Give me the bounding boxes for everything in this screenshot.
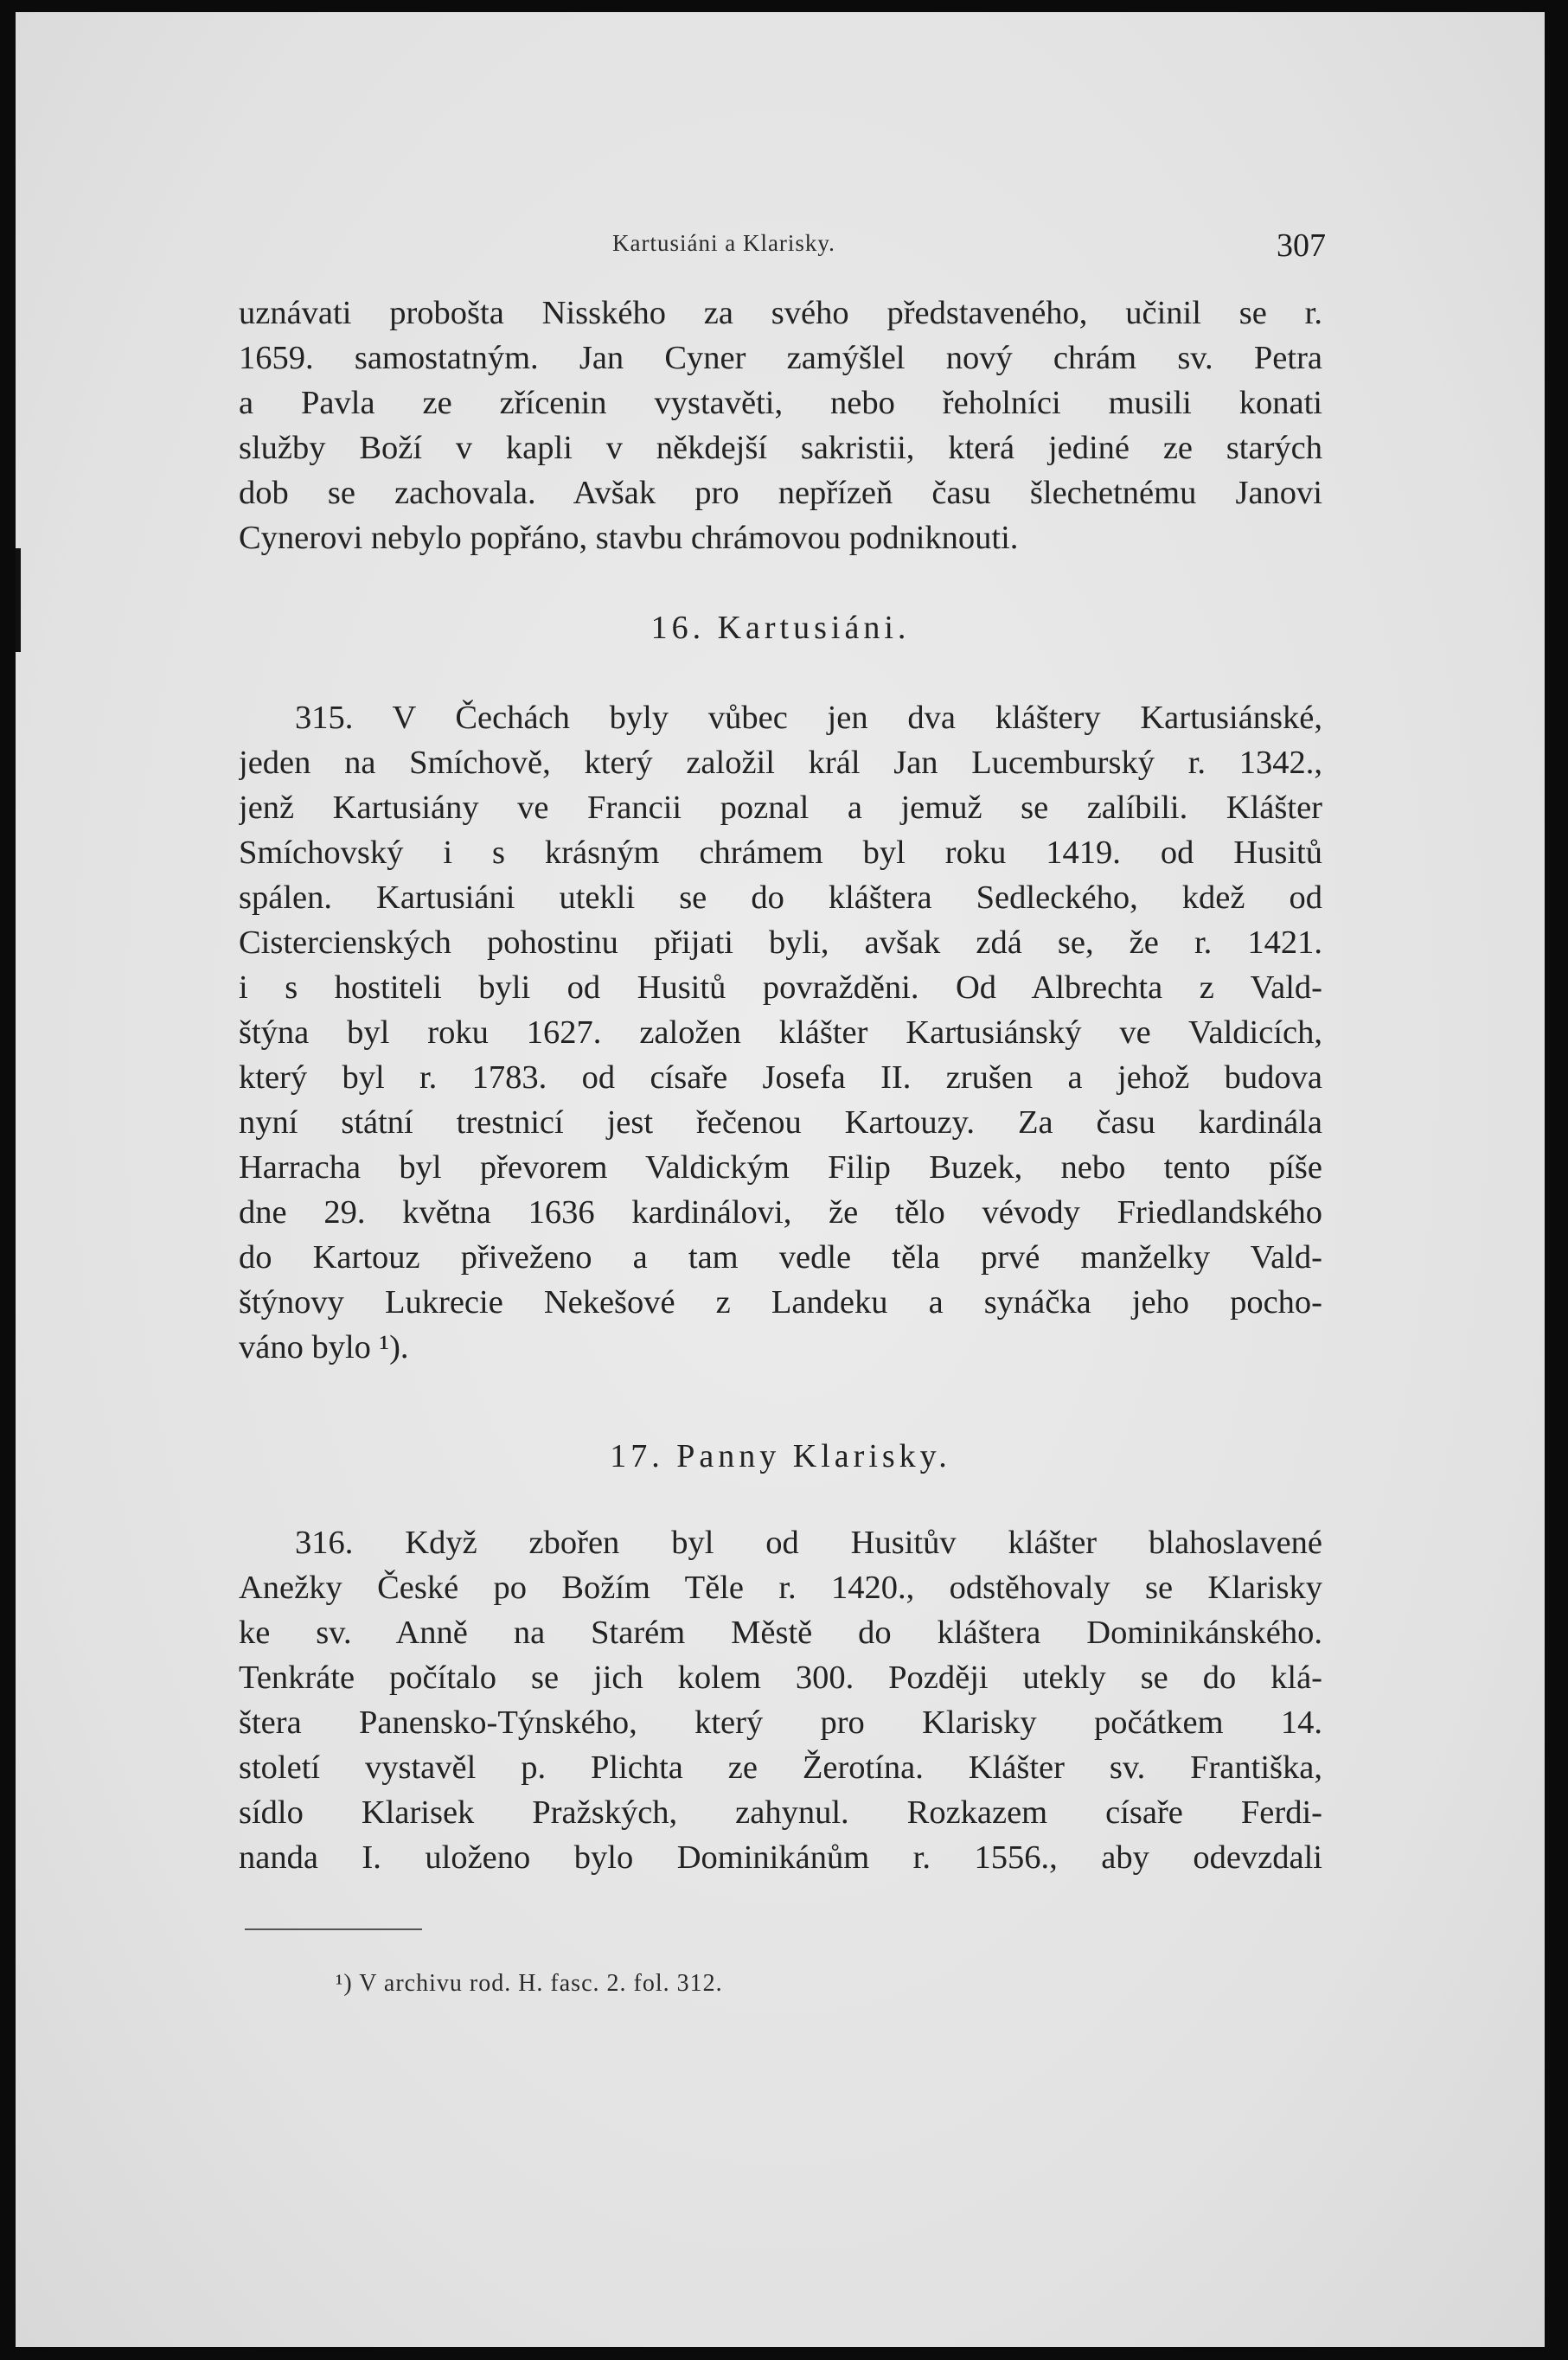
- running-title: Kartusiáni a Klarisky.: [612, 230, 835, 256]
- text-line: štýnovy Lukrecie Nekešové z Landeku a synáčka jeho pocho-: [239, 1284, 1322, 1321]
- text-line: a Pavla ze zřícenin vystavěti, nebo řeholníci musili konati: [239, 385, 1322, 421]
- text-line: který byl r. 1783. od císaře Josefa II. zrušen a jehož budova: [239, 1059, 1322, 1096]
- book-page: [16, 12, 1545, 2347]
- text-line: do Kartouz přiveženo a tam vedle těla prvé manželky Vald-: [239, 1239, 1322, 1276]
- text-line: dob se zachovala. Avšak pro nepřízeň času šlechetnému Janovi: [239, 475, 1322, 511]
- text-line: spálen. Kartusiáni utekli se do kláštera Sedleckého, kdež od: [239, 879, 1322, 916]
- footnote-rule: [245, 1928, 422, 1930]
- text-line: štera Panensko-Týnského, který pro Klarisky počátkem 14.: [239, 1704, 1322, 1741]
- paragraph-315-start: 315. V Čechách byly vůbec jen dva kláštery Kartusiánské,: [295, 700, 1322, 736]
- text-line: Cynerovi nebylo popřáno, stavbu chrámovou podniknouti.: [239, 520, 1019, 556]
- page-header: [612, 227, 1326, 270]
- section-heading-17: 17. Panny Klarisky.: [610, 1438, 951, 1474]
- text-line: štýna byl roku 1627. založen klášter Kartusiánský ve Valdicích,: [239, 1014, 1322, 1051]
- text-line: Anežky České po Božím Těle r. 1420., odstěhovaly se Klarisky: [239, 1570, 1322, 1606]
- text-line: Tenkráte počítalo se jich kolem 300. Později utekly se do klá-: [239, 1660, 1322, 1696]
- body-text: [239, 291, 1322, 1880]
- footnote: ¹) V archivu rod. H. fasc. 2. fol. 312.: [336, 1970, 723, 1997]
- text-line: uznávati probošta Nisského za svého představeného, učinil se r.: [239, 295, 1322, 331]
- text-line: služby Boží v kapli v někdejší sakristii, která jediné ze starých: [239, 430, 1322, 466]
- text-line: Harracha byl převorem Valdickým Filip Buzek, nebo tento píše: [239, 1149, 1322, 1186]
- text-line: Smíchovský i s krásným chrámem byl roku 1419. od Husitů: [239, 835, 1322, 871]
- text-line: 1659. samostatným. Jan Cyner zamýšlel nový chrám sv. Petra: [239, 340, 1322, 376]
- page-number: 307: [1277, 227, 1326, 264]
- text-line: nyní státní trestnicí jest řečenou Kartouzy. Za času kardinála: [239, 1104, 1322, 1141]
- text-line: i s hostiteli byli od Husitů povražděni. Od Albrechta z Vald-: [239, 969, 1322, 1006]
- text-line: dne 29. května 1636 kardinálovi, že tělo vévody Friedlandského: [239, 1194, 1322, 1231]
- text-line: sídlo Klarisek Pražských, zahynul. Rozkazem císaře Ferdi-: [239, 1794, 1322, 1831]
- paragraph-316-start: 316. Když zbořen byl od Husitův klášter blahoslavené: [295, 1525, 1322, 1561]
- text-line: století vystavěl p. Plichta ze Žerotína. Klášter sv. Františka,: [239, 1749, 1322, 1786]
- text-line: ke sv. Anně na Starém Městě do kláštera Dominikánského.: [239, 1615, 1322, 1651]
- scan-edge-mark: [16, 548, 21, 652]
- text-line: jeden na Smíchově, který založil král Jan Lucemburský r. 1342.,: [239, 745, 1322, 781]
- text-line: jenž Kartusiány ve Francii poznal a jemuž se zalíbili. Klášter: [239, 790, 1322, 826]
- text-line: váno bylo ¹).: [239, 1329, 409, 1365]
- section-heading-16: 16. Kartusiáni.: [650, 610, 911, 646]
- text-line: nanda I. uloženo bylo Dominikánům r. 1556., aby odevzdali: [239, 1839, 1322, 1876]
- text-line: Cistercienských pohostinu přijati byli, avšak zdá se, že r. 1421.: [239, 924, 1322, 961]
